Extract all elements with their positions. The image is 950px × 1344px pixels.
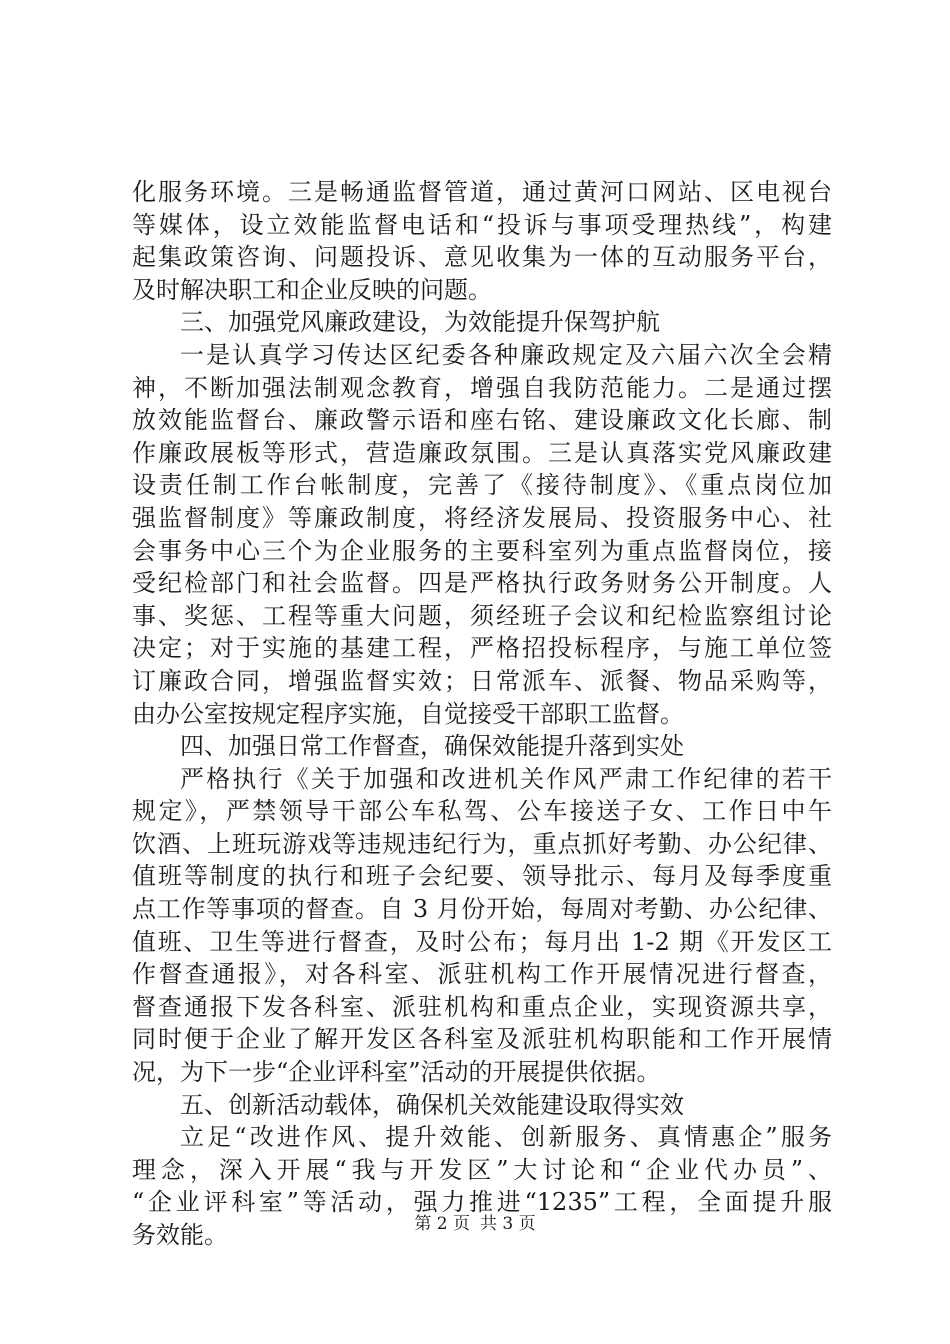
text-line: 理念，深入开展“我与开发区”大讨论和“企业代办员”、 [132,1155,832,1184]
page-total: 共 3 页 [480,1214,536,1234]
text-line: 起集政策咨询、问题投诉、意见收集为一体的互动服务平台， [132,243,832,272]
text-line: 作督查通报》，对各科室、派驻机构工作开展情况进行督查， [132,960,832,989]
text-line: 规定》，严禁领导干部公车私驾、公车接送子女、工作日中午 [132,797,832,826]
text-line: 会事务中心三个为企业服务的主要科室列为重点监督岗位，接 [132,536,832,565]
text-line: 事、奖惩、工程等重大问题，须经班子会议和纪检监察组讨论 [132,601,832,630]
text-line: 严格执行《关于加强和改进机关作风严肃工作纪律的若干 [180,764,832,793]
text-line: 务效能。 [132,1221,228,1249]
text-line: 设责任制工作台帐制度，完善了《接待制度》、《重点岗位加 [132,471,832,500]
text-line: 饮酒、上班玩游戏等违规违纪行为，重点抓好考勤、办公纪律、 [132,829,832,858]
text-line: 受纪检部门和社会监督。四是严格执行政务财务公开制度。人 [132,569,832,598]
document-body [132,176,832,1252]
text-line: 一是认真学习传达区纪委各种廉政规定及六届六次全会精 [180,340,832,369]
text-line: 三、加强党风廉政建设，为效能提升保驾护航 [180,308,660,337]
text-line: 值班等制度的执行和班子会纪要、领导批示、每月及每季度重 [132,862,832,891]
page-number: 第 2 页 [414,1214,470,1234]
text-line: “企业评科室”等活动，强力推进“1235”工程，全面提升服 [132,1188,832,1217]
text-line: 立足“改进作风、提升效能、创新服务、真情惠企”服务 [180,1123,832,1152]
text-line: 五、创新活动载体，确保机关效能建设取得实效 [180,1090,684,1119]
text-line: 由办公室按规定程序实施，自觉接受干部职工监督。 [132,699,684,728]
text-line: 作廉政展板等形式，营造廉政氛围。三是认真落实党风廉政建 [132,438,832,467]
text-line: 及时解决职工和企业反映的问题。 [132,275,492,304]
text-line: 点工作等事项的督查。自 3 月份开始，每周对考勤、办公纪律、 [132,895,832,924]
page-footer [0,1212,950,1236]
text-line: 强监督制度》等廉政制度，将经济发展局、投资服务中心、社 [132,503,832,532]
text-line: 神，不断加强法制观念教育，增强自我防范能力。二是通过摆 [132,373,832,402]
text-line: 四、加强日常工作督查，确保效能提升落到实处 [180,732,684,761]
text-line: 督查通报下发各科室、派驻机构和重点企业，实现资源共享， [132,992,832,1021]
text-line: 决定；对于实施的基建工程，严格招投标程序，与施工单位签 [132,634,832,663]
text-line: 同时便于企业了解开发区各科室及派驻机构职能和工作开展情 [132,1025,832,1054]
text-line: 化服务环境。三是畅通监督管道，通过黄河口网站、区电视台 [132,178,832,206]
text-line: 等媒体，设立效能监督电话和“投诉与事项受理热线”，构建 [132,210,832,239]
text-line: 值班、卫生等进行督查，及时公布；每月出 1-2 期《开发区工 [132,927,832,956]
text-line: 放效能监督台、廉政警示语和座右铭、建设廉政文化长廊、制 [132,406,832,435]
text-line: 订廉政合同，增强监督实效；日常派车、派餐、物品采购等， [132,666,832,695]
text-line: 况，为下一步“企业评科室”活动的开展提供依据。 [132,1058,661,1087]
